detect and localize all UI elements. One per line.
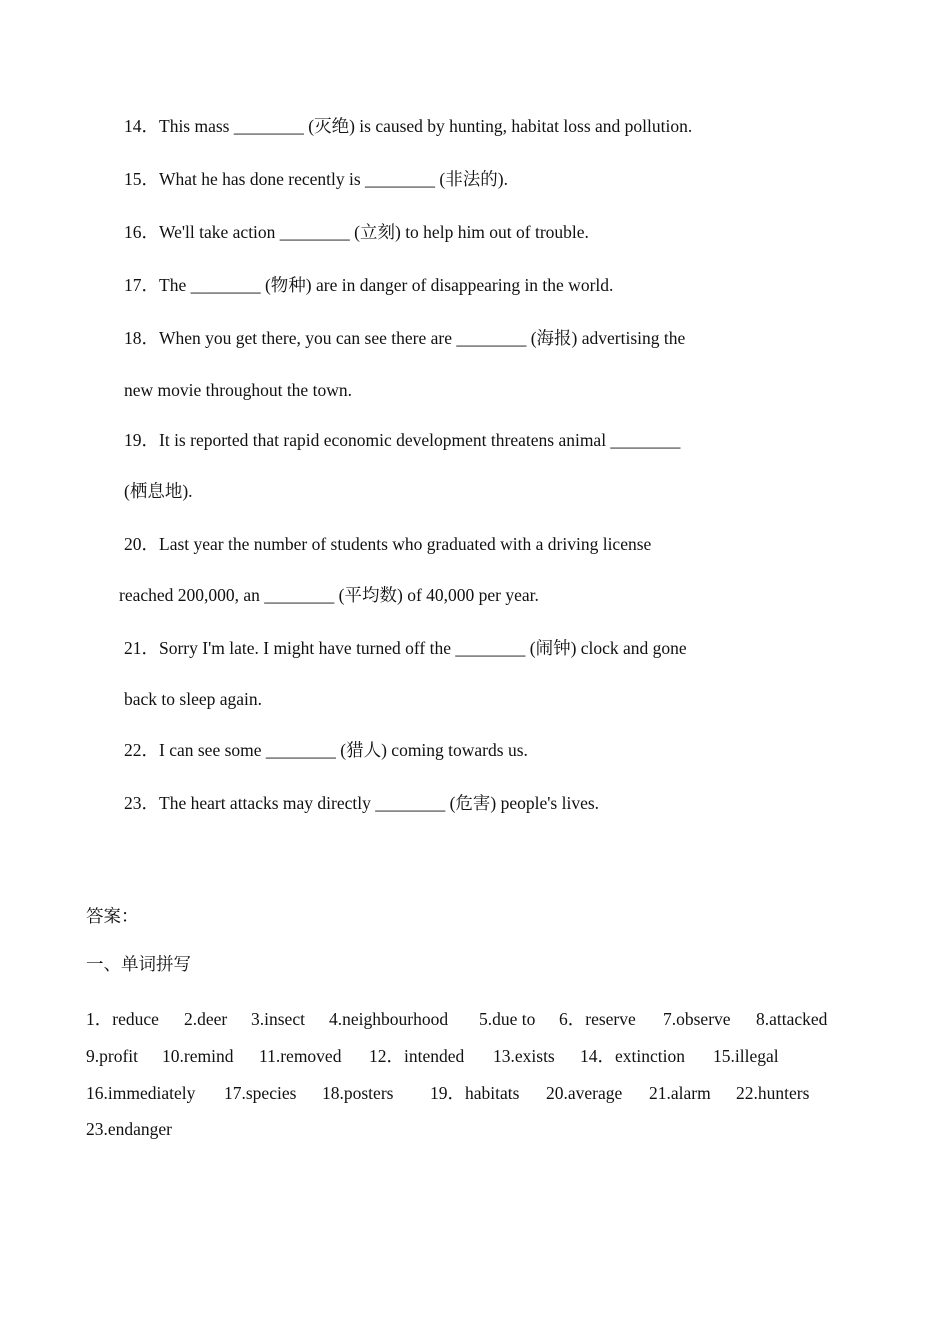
question-line: 19．It is reported that rapid economic development threatens animal ________ <box>124 430 681 450</box>
answer-item: 21.alarm <box>649 1083 711 1103</box>
answer-item: 6．reserve <box>559 1009 636 1029</box>
answer-item: 16.immediately <box>86 1083 196 1103</box>
answer-item: 4.neighbourhood <box>329 1009 449 1029</box>
question-line: new movie throughout the town. <box>124 380 352 400</box>
question-line: 23．The heart attacks may directly ________ (危害) people's lives. <box>124 793 600 813</box>
answer-item: 10.remind <box>162 1046 234 1066</box>
answer-item: 3.insect <box>251 1009 305 1029</box>
answer-item: 8.attacked <box>756 1009 828 1029</box>
question-line: 22．I can see some ________ (猎人) coming towards us. <box>124 740 528 760</box>
answer-item: 13.exists <box>493 1046 555 1066</box>
answer-item: 18.posters <box>322 1083 394 1103</box>
question-line: back to sleep again. <box>124 689 263 709</box>
question-line: reached 200,000, an ________ (平均数) of 40,000 per year. <box>119 585 539 605</box>
question-line: 17．The ________ (物种) are in danger of disappearing in the world. <box>124 275 614 295</box>
question-line: 21．Sorry I'm late. I might have turned off the ________ (闹钟) clock and gone <box>124 638 687 658</box>
answer-item: 19．habitats <box>430 1083 520 1103</box>
question-line: (栖息地). <box>124 481 193 501</box>
answer-item: 15.illegal <box>713 1046 779 1066</box>
answer-item: 23.endanger <box>86 1119 173 1139</box>
answer-item: 22.hunters <box>736 1083 810 1103</box>
answer-item: 12．intended <box>369 1046 465 1066</box>
answers-section-title: 一、单词拼写 <box>86 954 191 974</box>
answer-item: 20.average <box>546 1083 623 1103</box>
question-line: 14．This mass ________ (灭绝) is caused by hunting, habitat loss and pollution. <box>124 116 693 136</box>
answer-item: 9.profit <box>86 1046 139 1066</box>
answer-item: 5.due to <box>479 1009 536 1029</box>
question-line: 16．We'll take action ________ (立刻) to help him out of trouble. <box>124 222 589 242</box>
question-line: 18．When you get there, you can see there are ________ (海报) advertising the <box>124 328 686 348</box>
answer-item: 14．extinction <box>580 1046 685 1066</box>
answer-item: 1．reduce <box>86 1009 159 1029</box>
answer-item: 2.deer <box>184 1009 228 1029</box>
answers-heading: 答案： <box>86 906 139 926</box>
answer-item: 7.observe <box>663 1009 731 1029</box>
answer-item: 11.removed <box>259 1046 342 1066</box>
answer-item: 17.species <box>224 1083 297 1103</box>
question-line: 15．What he has done recently is ________ (非法的). <box>124 169 508 189</box>
question-line: 20．Last year the number of students who graduated with a driving license <box>124 534 652 554</box>
